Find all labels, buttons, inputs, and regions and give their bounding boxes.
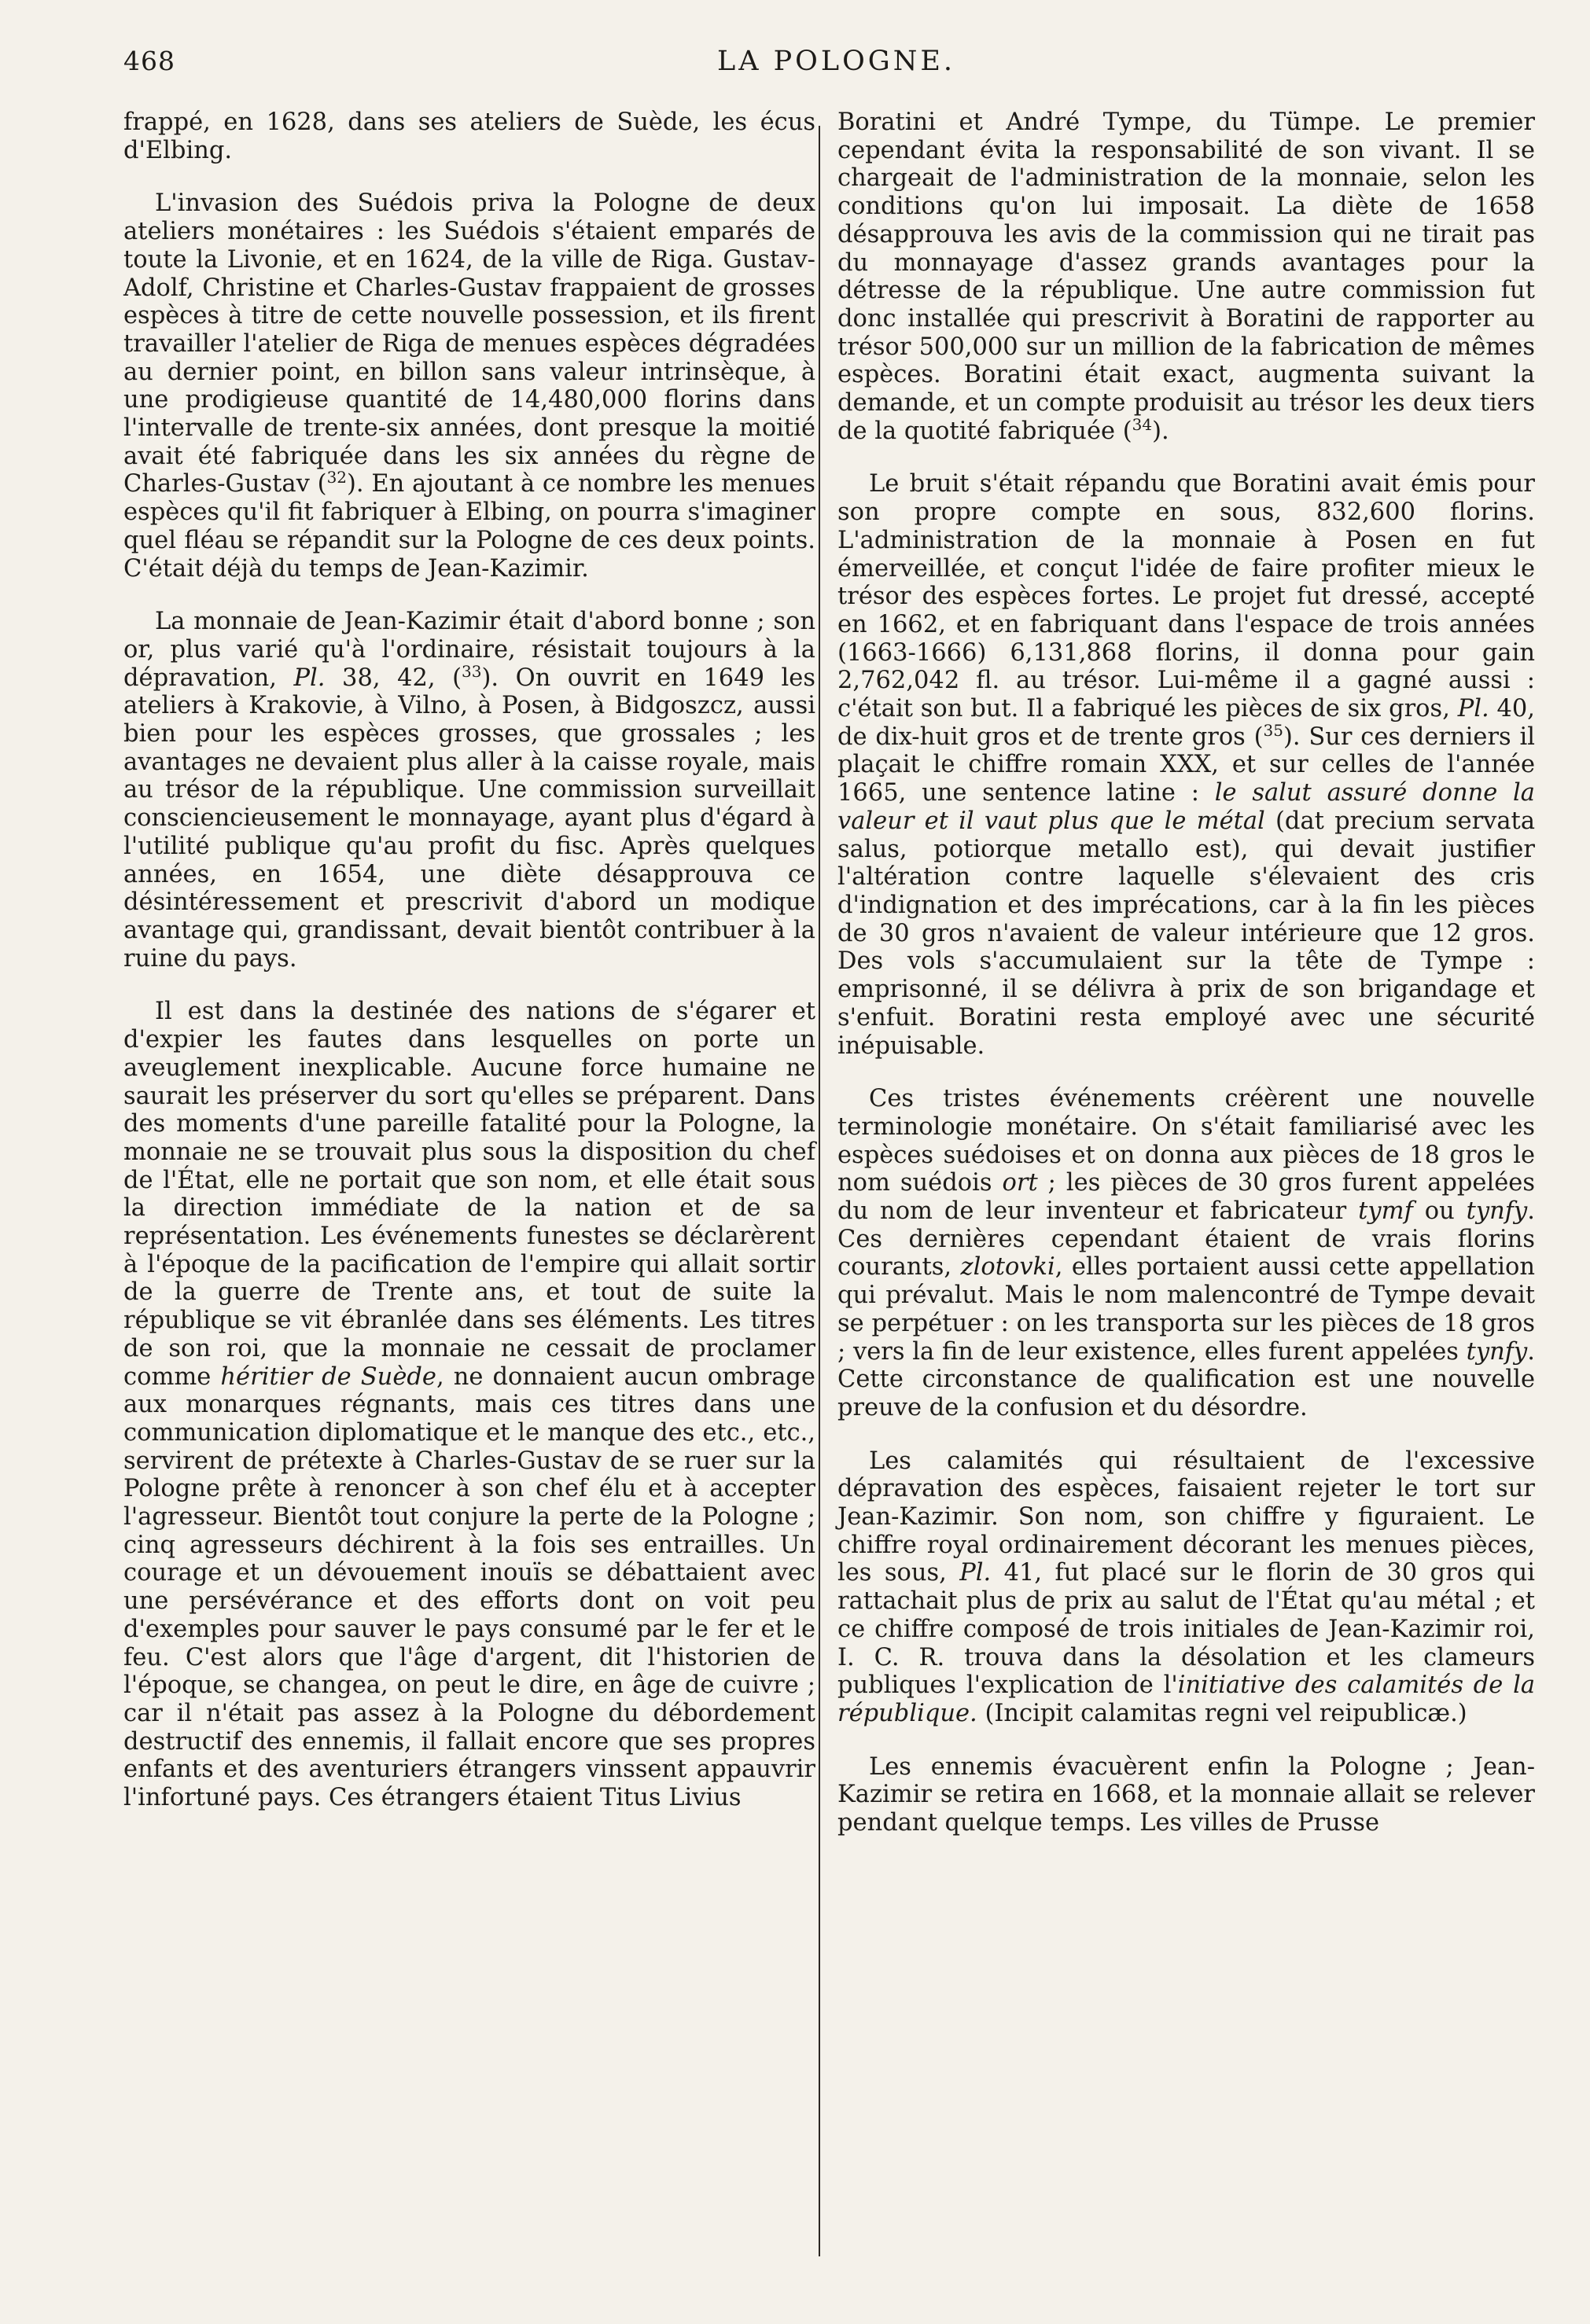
left-column: [123, 108, 815, 1812]
paragraph: Les ennemis évacuèrent enfin la Pologne ; Jean-Kazimir se retira en 1668, et la monnaie allait se relever pendant quelque temps. Les villes de Prusse: [837, 1752, 1535, 1837]
right-column: [837, 108, 1535, 1837]
paragraph: Ces tristes événements créèrent une nouvelle terminologie monétaire. On s'était familiarisé avec les espèces suédoises et on donna aux pièces de 18 gros le nom suédois ort ; les pièces de 30 gros furent appelées du nom de leur inventeur et fabricateur tymf ou tynfy. Ces dernières cependant étaient de vrais florins courants, zlotovki, elles portaient aussi cette appellation qui prévalut. Mais le nom malencontré de Tympe devait se perpétuer : on les transporta sur les pièces de 18 gros ; vers la fin de leur existence, elles furent appelées tynfy. Cette circonstance de qualification est une nouvelle preuve de la confusion et du désordre.: [837, 1085, 1535, 1421]
page-header: [123, 46, 1549, 86]
page-number: 468: [123, 46, 175, 76]
paragraph: Il est dans la destinée des nations de s'égarer et d'expier les fautes dans lesquelles on porte un aveuglement inexplicable. Aucune force humaine ne saurait les préserver du sort qu'elles se préparent. Dans des moments d'une pareille fatalité pour la Pologne, la monnaie ne se trouvait plus sous la disposition du chef de l'État, elle ne portait que son nom, et elle était sous la direction immédiate de la nation et de sa représentation. Les événements funestes se déclarèrent à l'époque de la pacification de l'empire qui allait sortir de la guerre de Trente ans, et tout de suite la république se vit ébranlée dans ses éléments. Les titres de son roi, que la monnaie ne cessait de proclamer comme héritier de Suède, ne donnaient aucun ombrage aux monarques régnants, mais ces titres dans une communication diplomatique et le manque des etc., etc., servirent de prétexte à Charles-Gustav de se ruer sur la Pologne prête à renoncer à son chef élu et à accepter l'agresseur. Bientôt tout conjure la perte de la Pologne ; cinq agresseurs déchirent à la fois ses entrailles. Un courage et un dévouement inouïs se débattaient avec une persévérance et des efforts dont on voit peu d'exemples pour sauver le pays consumé par le fer et le feu. C'est alors que l'âge d'argent, dit l'historien de l'époque, se changea, on peut le dire, en âge de cuivre ; car il n'était pas assez à la Pologne du débordement destructif des ennemis, il fallait encore que ses propres enfants et des aventuriers étrangers vinssent appauvrir l'infortuné pays. Ces étrangers étaient Titus Livius: [123, 998, 815, 1812]
paragraph: frappé, en 1628, dans ses ateliers de Suède, les écus d'Elbing.: [123, 108, 815, 164]
column-divider: [819, 126, 820, 2256]
paragraph: Les calamités qui résultaient de l'excessive dépravation des espèces, faisaient rejeter le tort sur Jean-Kazimir. Son nom, son chiffre y figuraient. Le chiffre royal ordinairement décorant les menues pièces, les sous, Pl. 41, fut placé sur le florin de 30 gros qui rattachait plus de prix au salut de l'État qu'au métal ; et ce chiffre composé de trois initiales de Jean-Kazimir roi, I. C. R. trouva dans la désolation et les clameurs publiques l'explication de l'initiative des calamités de la république. (Incipit calamitas regni vel reipublicæ.): [837, 1447, 1536, 1727]
running-title: LA POLOGNE.: [716, 46, 956, 77]
paragraph: Boratini et André Tympe, du Tümpe. Le premier cependant évita la responsabilité de son vivant. Il se chargeait de l'administration de la monnaie, selon les conditions qu'on lui imposait. La diète de 1658 désapprouva les avis de la commission qui ne tirait pas du monnayage d'assez grands avantages pour la détresse de la république. Une autre commission fut donc installée qui prescrivit à Boratini de rapporter au trésor 500,000 sur un million de la fabrication de mêmes espèces. Boratini était exact, augmenta suivant la demande, et un compte produisit au trésor les deux tiers de la quotité fabriquée ($^{34}$).: [837, 108, 1535, 445]
paragraph: La monnaie de Jean-Kazimir était d'abord bonne ; son or, plus varié qu'à l'ordinaire, résistait toujours à la dépravation, Pl. 38, 42, ($^{33}$). On ouvrit en 1649 les ateliers à Krakovie, à Vilno, à Posen, à Bidgoszcz, aussi bien pour les espèces grosses, que grossales ; les avantages ne devaient plus aller à la caisse royale, mais au trésor de la république. Une commission surveillait consciencieusement le monnayage, ayant plus d'égard à l'utilité publique qu'au profit du fisc. Après quelques années, en 1654, une diète désapprouva ce désintéressement et prescrivit d'abord un modique avantage qui, grandissant, devait bientôt contribuer à la ruine du pays.: [123, 608, 815, 973]
paragraph: L'invasion des Suédois priva la Pologne de deux ateliers monétaires : les Suédois s'étaient emparés de toute la Livonie, et en 1624, de la ville de Riga. Gustav-Adolf, Christine et Charles-Gustav frappaient de grosses espèces à titre de cette nouvelle possession, et ils firent travailler l'atelier de Riga de menues espèces dégradées au dernier point, en billon sans valeur intrinsèque, à une prodigieuse quantité de 14,480,000 florins dans l'intervalle de trente-six années, dont presque la moitié avait été fabriquée dans les six années du règne de Charles-Gustav ($^{32}$). En ajoutant à ce nombre les menues espèces qu'il fit fabriquer à Elbing, on pourra s'imaginer quel fléau se répandit sur la Pologne de ces deux points. C'était déjà du temps de Jean-Kazimir.: [123, 189, 816, 583]
paragraph: Le bruit s'était répandu que Boratini avait émis pour son propre compte en sous, 832,600 florins. L'administration de la monnaie à Posen en fut émerveillée, et conçut l'idée de faire profiter mieux le trésor des espèces fortes. Le projet fut dressé, accepté en 1662, et en fabriquant dans l'espace de trois années (1663-1666) 6,131,868 florins, il donna pour gain 2,762,042 fl. au trésor. Lui-même il a gagné aussi : c'était son but. Il a fabriqué les pièces de six gros, Pl. 40, de dix-huit gros et de trente gros ($^{35}$). Sur ces derniers il plaçait le chiffre romain XXX, et sur celles de l'année 1665, une sentence latine : le salut assuré donne la valeur et il vaut plus que le métal (dat precium servata salus, potiorque metallo est), qui devait justifier l'altération contre laquelle s'élevaient des cris d'indignation et des imprécations, car à la fin les pièces de 30 gros n'avaient de valeur intérieure que 12 gros. Des vols s'accumulaient sur la tête de Tympe : emprisonné, il se délivra à prix de son brigandage et s'enfuit. Boratini resta employé avec une sécurité inépuisable.: [837, 470, 1535, 1060]
